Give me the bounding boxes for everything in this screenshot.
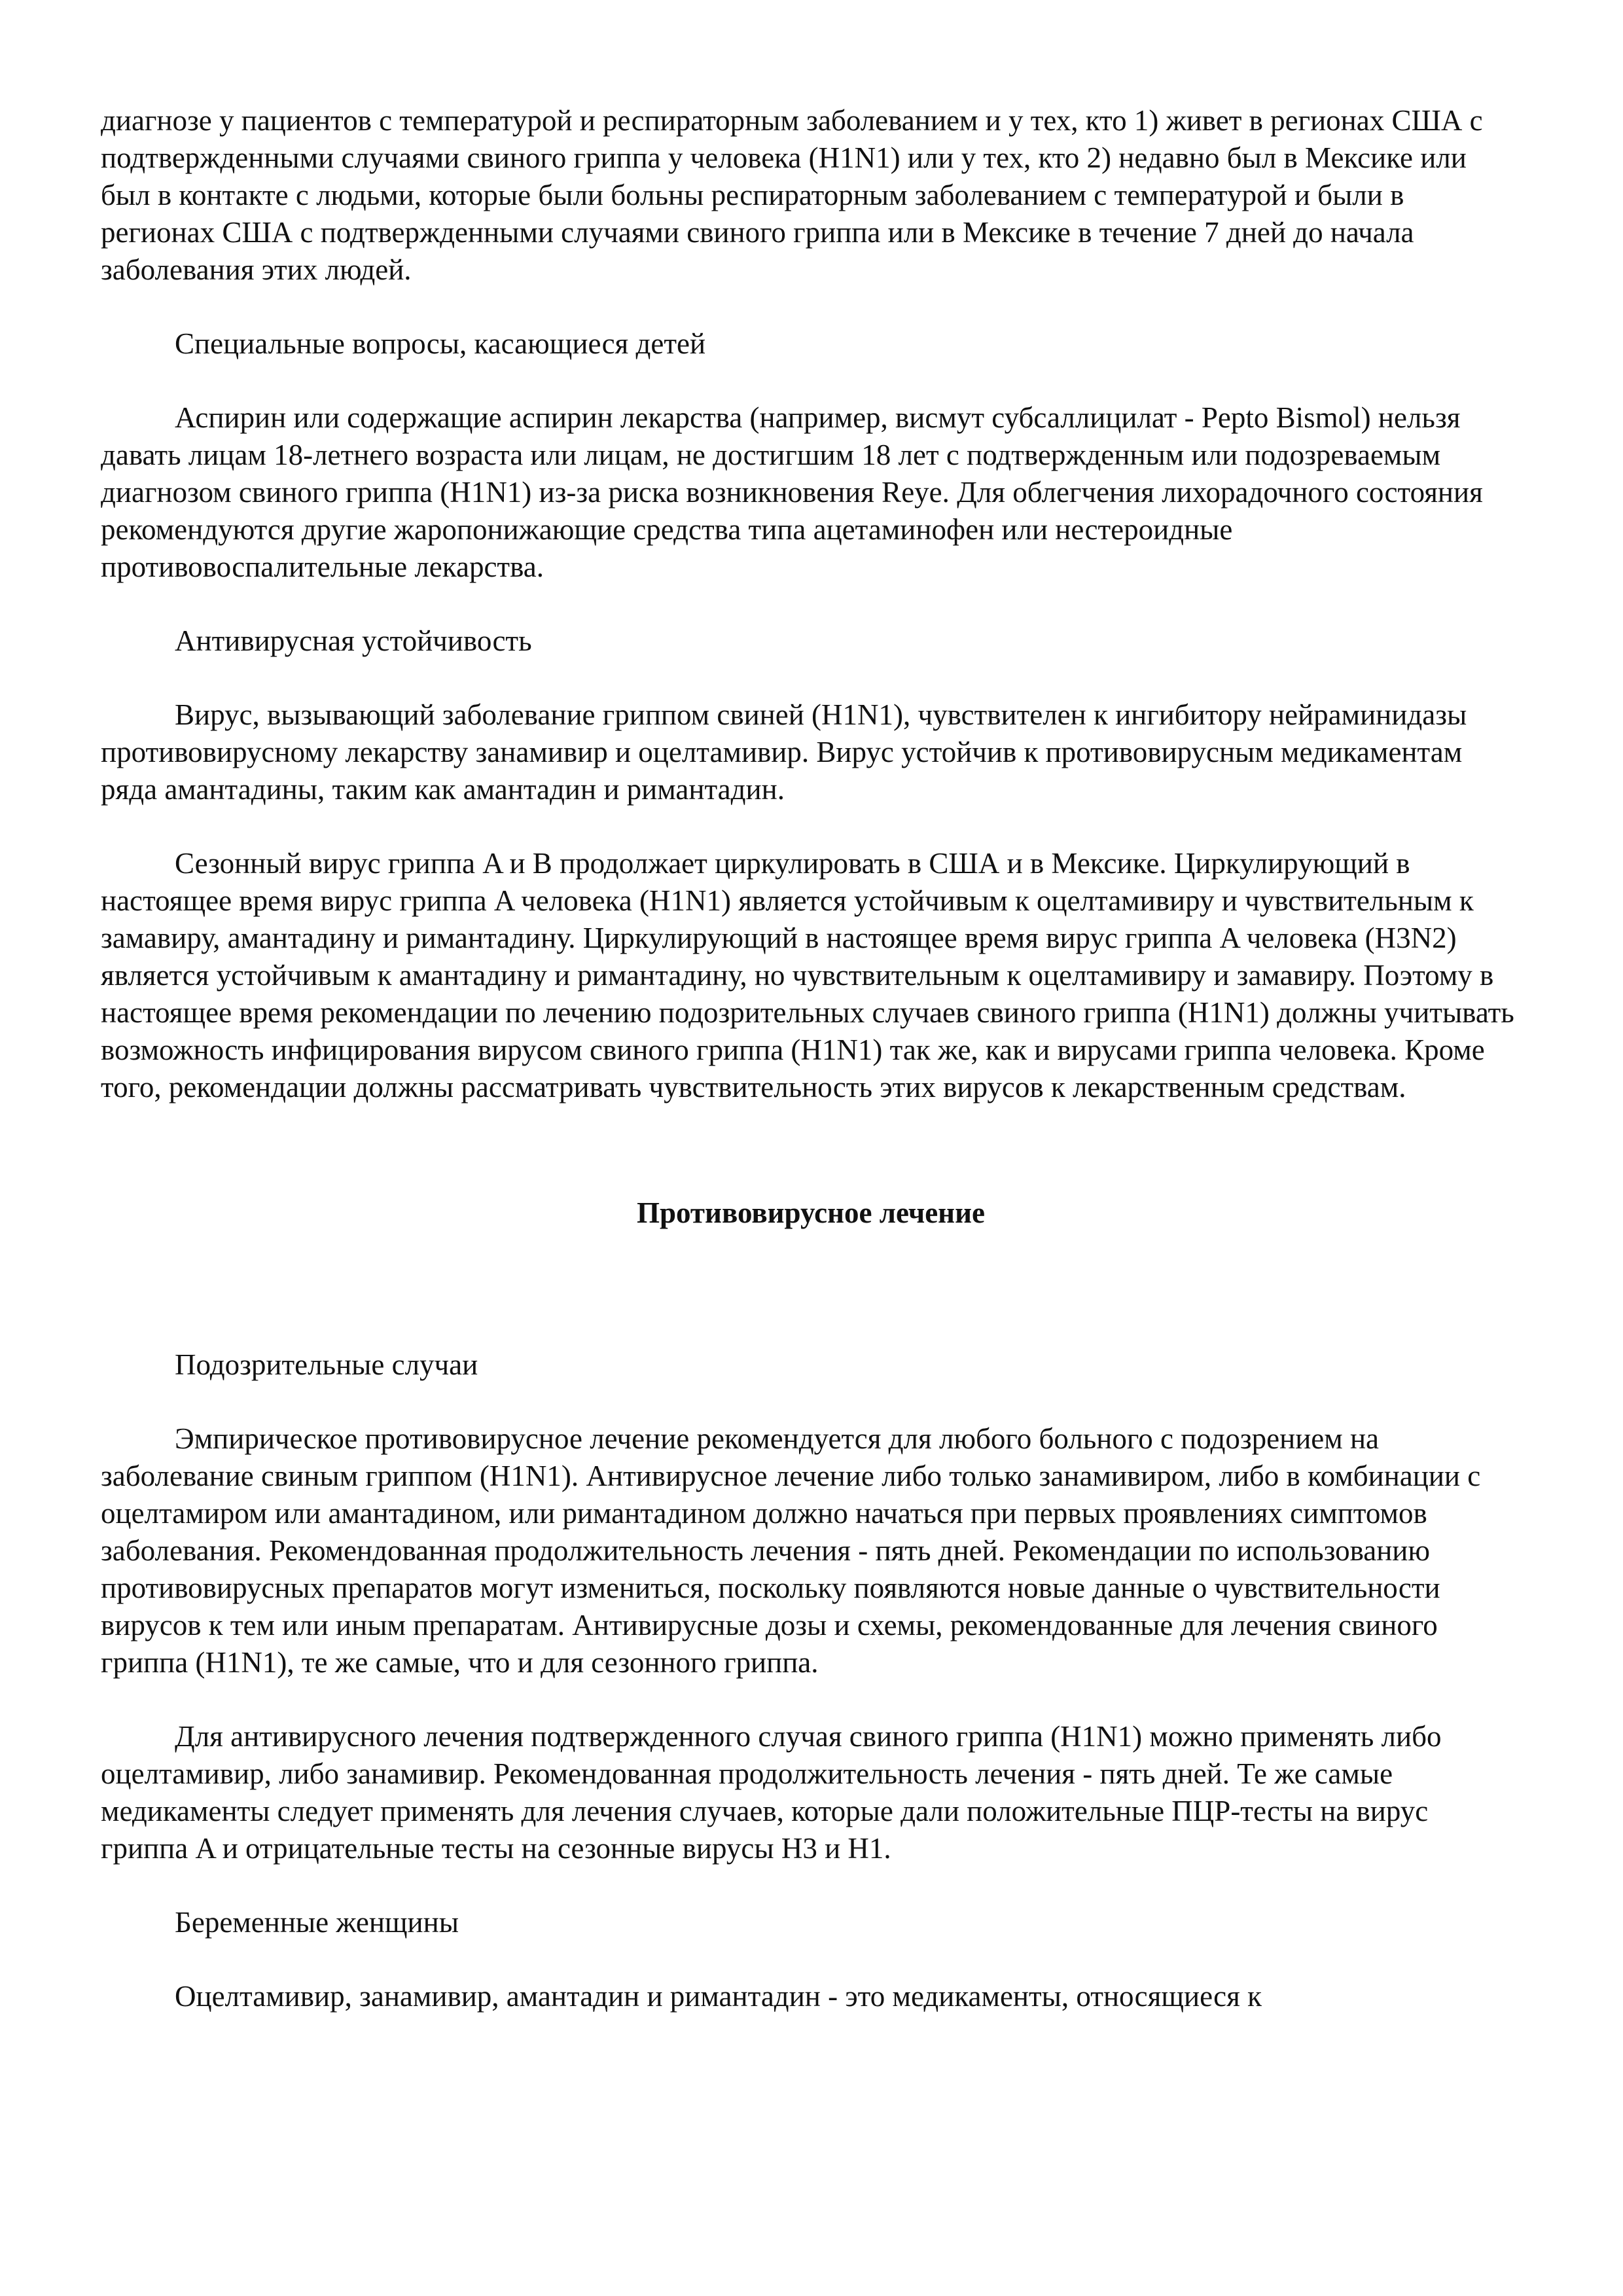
subheading-children: Специальные вопросы, касающиеся детей bbox=[175, 327, 706, 360]
paragraph-empirical-treatment: Эмпирическое противовирусное лечение рекомендуется для любого больного с подозрением на заболевание свиным гриппом (H1N1). Антивирусное лечение либо только занамивиром, либо в комбинации с оцелтамиром или амантадином, или римантадином должно начаться при первых проявлениях симптомов заболевания. Рекомендованная продолжительность лечения - пять дней. Рекомендации по использованию противовирусных препаратов могут измениться, поскольку появляются новые данные о чувствительности вирусов к тем или иным препаратам. Антивирусные дозы и схемы, рекомендованные для лечения свиного гриппа (H1N1), те же самые, что и для сезонного гриппа. bbox=[101, 1422, 1481, 1679]
paragraph-aspirin: Аспирин или содержащие аспирин лекарства (например, висмут субсаллицилат - Pepto Bismol) нельзя давать лицам 18-летнего возраста или лицам, не достигшим 18 лет с подтвержденным или подозреваемым диагнозом свиного гриппа (H1N1) из-за риска возникновения Reye. Для облегчения лихорадочного состояния рекомендуются другие жаропонижающие средства типа ацетаминофен или нестероидные противовоспалительные лекарства. bbox=[101, 401, 1483, 583]
paragraph-virus-sensitivity: Вирус, вызывающий заболевание гриппом свиней (H1N1), чувствителен к ингибитору нейраминидазы противовирусному лекарству занамивир и оцелтамивир. Вирус устойчив к противовирусным медикаментам ряда амантадины, таким как амантадин и римантадин. bbox=[101, 698, 1467, 806]
paragraph-confirmed-case-treatment: Для антивирусного лечения подтвержденного случая свиного гриппа (H1N1) можно применять либо оцелтамивир, либо занамивир. Рекомендованная продолжительность лечения - пять дней. Те же самые медикаменты следует применять для лечения случаев, которые дали положительные ПЦР-тесты на вирус гриппа A и отрицательные тесты на сезонные вирусы H3 и H1. bbox=[101, 1720, 1442, 1865]
subheading-pregnant-women: Беременные женщины bbox=[175, 1906, 459, 1939]
document-body bbox=[101, 102, 1521, 2015]
section-heading-antiviral-treatment: Противовирусное лечение bbox=[636, 1196, 986, 1229]
paragraph-medications-pregnancy: Оцелтамивир, занамивир, амантадин и римантадин - это медикаменты, относящиеся к bbox=[175, 1980, 1262, 2013]
subheading-antiviral-resistance: Антивирусная устойчивость bbox=[175, 624, 532, 657]
paragraph-diagnosis-continuation: диагнозе у пациентов с температурой и респираторным заболеванием и у тех, кто 1) живет в регионах США с подтвержденными случаями свиного гриппа у человека (H1N1) или у тех, кто 2) недавно был в Мексике или был в контакте с людьми, которые были больны респираторным заболеванием с температурой и были в регионах США с подтвержденными случаями свиного гриппа или в Мексике в течение 7 дней до начала заболевания этих людей. bbox=[101, 104, 1483, 286]
subheading-suspected-cases: Подозрительные случаи bbox=[175, 1348, 478, 1381]
paragraph-seasonal-virus: Сезонный вирус гриппа A и B продолжает циркулировать в США и в Мексике. Циркулирующий в настоящее время вирус гриппа A человека (H1N1) является устойчивым к оцелтамивиру и чувствительным к замавиру, амантадину и римантадину. Циркулирующий в настоящее время вирус гриппа A человека (H3N2) является устойчивым к амантадину и римантадину, но чувствительным к оцелтамивиру и замавиру. Поэтому в настоящее время рекомендации по лечению подозрительных случаев свиного гриппа (H1N1) должны учитывать возможность инфицирования вирусом свиного гриппа (H1N1) так же, как и вирусами гриппа человека. Кроме того, рекомендации должны рассматривать чувствительность этих вирусов к лекарственным средствам. bbox=[101, 847, 1514, 1103]
